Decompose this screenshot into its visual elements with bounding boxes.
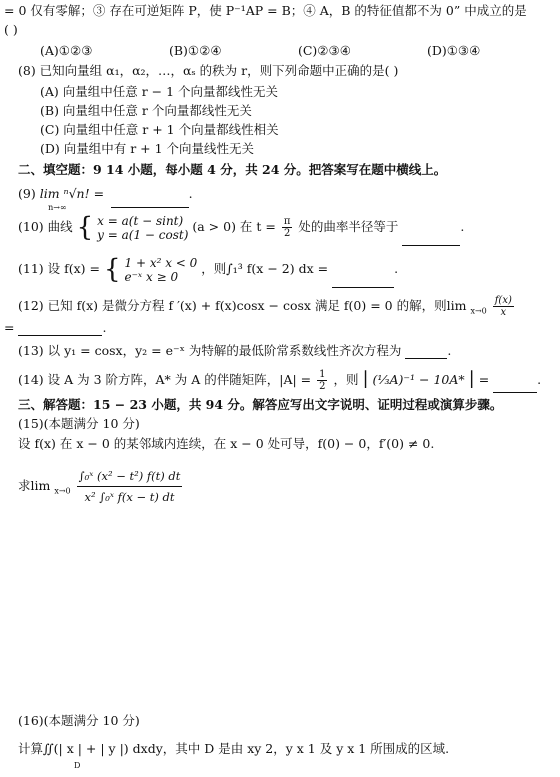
q11-brace: { [103, 254, 121, 285]
q11: (11) 设 f(x) = { 1 + x² x < 0 e⁻ˣ x ≥ 0 ，则∫₁³ f(x − 2) dx = . [18, 250, 560, 288]
q9-label: (9) [18, 186, 36, 201]
q10-system [97, 214, 188, 242]
q14: (14) 设 A 为 3 阶方阵，A* 为 A 的伴随矩阵，|A| = $\frac{1}{2}$ ，则 | (⅓A)⁻¹ − 10A* | = . [18, 368, 542, 392]
q15-body: 设 f(x) 在 x − 0 的某邻域内连续，在 x − 0 处可导，f(0) − 0，f′(0) ≠ 0. [18, 436, 435, 451]
q9-answer-blank [111, 195, 189, 208]
section3-title: 三、解答题：15 − 23 小题，共 94 分。解答应写出文字说明、证明过程或演算步骤。 [18, 397, 503, 412]
q11-tail: ，则∫₁³ f(x − 2) dx = [201, 261, 329, 276]
q16-text: 计算∬(| x | + | y |) dxdy，其中 D 是由 xy 2，y x 1 及 y x 1 所围成的区域. [18, 741, 450, 756]
q11-label: (11) 设 f(x) = [18, 261, 100, 276]
q14-abs-left: | [362, 368, 369, 389]
q12-sub: x→0 [470, 306, 487, 316]
q12-equals: = [4, 320, 15, 335]
q10-tail: 处的曲率半径等于 [298, 219, 399, 234]
q9-expr: lim ⁿ√n! = [39, 186, 105, 201]
q11-cases [125, 256, 198, 284]
q16-head: (16)(本题满分 10 分) [18, 713, 140, 728]
q14-num: 1 [319, 369, 326, 380]
q10: (10) 曲线 { x = a(t − sint) y = a(1 − cost) (a > 0) 在 t = $\frac{\pi}{2}$ 处的曲率半径等于 . [18, 208, 560, 246]
q14-fraction [317, 369, 327, 392]
q16-domain-sub: D [74, 761, 81, 770]
q14-tail: = [478, 372, 490, 387]
q13-text: (13) 以 y₁ = cosx，y₂ = e⁻ˣ 为特解的最低阶常系数线性齐次方程为 [18, 343, 402, 358]
q7-option-d: (D)①③④ [426, 43, 481, 58]
q10-fraction [282, 216, 293, 239]
q12-fraction [493, 295, 514, 318]
q15-head: (15)(本题满分 10 分) [18, 416, 140, 431]
q11-answer-blank [332, 275, 394, 288]
q15-num: ∫₀ˣ (x² − t²) f(t) dt [77, 466, 183, 487]
q8-option-c: (C) 向量组中任意 r + 1 个向量都线性相关 [40, 122, 279, 137]
q15-den: x² ∫₀ˣ f(x − t) dt [84, 490, 175, 504]
q10-y: y = a(1 − cost) [97, 227, 189, 242]
q10-num: π [283, 216, 291, 227]
q12-continued: = . [4, 320, 107, 335]
q14-abs-right: | [468, 368, 475, 389]
q12-text: (12) 已知 f(x) 是微分方程 f ′(x) + f(x)cosx − cosx 满足 f(0) = 0 的解，则lim [18, 298, 467, 313]
q14-expr: (⅓A)⁻¹ − 10A* [372, 372, 465, 387]
q16-body [18, 738, 560, 760]
q15-limit [18, 462, 560, 516]
q10-cond: (a > 0) 在 t = [192, 219, 276, 234]
q12-den: x [500, 307, 507, 318]
q7-option-b: (B)①②④ [168, 43, 222, 58]
q15-ask: 求lim [18, 478, 51, 493]
q7-options [40, 43, 560, 59]
q10-answer-blank [402, 233, 460, 246]
q14-text: (14) 设 A 为 3 阶方阵，A* 为 A 的伴随矩阵，|A| = [18, 372, 316, 387]
q8-option-d: (D) 向量组中有 r + 1 个向量线性无关 [40, 141, 255, 156]
q10-brace: { [76, 212, 94, 243]
q10-den: 2 [283, 228, 291, 239]
q12-num: f(x) [494, 295, 512, 306]
q15-sub: x→0 [54, 486, 71, 496]
q14-mid: ，则 [333, 372, 359, 387]
q11-case1: 1 + x² x < 0 [124, 255, 198, 270]
q10-x: x = a(t − sint) [97, 213, 184, 228]
q7-answer-bracket: ( ) [4, 22, 18, 37]
q7-option-c: (C)②③④ [297, 43, 351, 58]
q15-fraction [77, 466, 183, 507]
q11-case2: e⁻ˣ x ≥ 0 [124, 269, 179, 284]
q14-den: 2 [319, 381, 326, 392]
q8-stem: (8) 已知向量组 α₁，α₂，…，αₛ 的秩为 r，则下列命题中正确的是( ) [18, 63, 399, 78]
q8-option-a: (A) 向量组中任意 r − 1 个向量都线性无关 [40, 84, 279, 99]
q10-label: (10) 曲线 [18, 219, 73, 234]
q9-sub: n→∞ [48, 202, 67, 212]
q7-continued-text: = 0 仅有零解；③ 存在可逆矩阵 P，使 P⁻¹AP = B；④ A，B 的特征值都不为 0” 中成立的是 [4, 3, 527, 18]
q14-answer-blank [493, 380, 537, 393]
section2-title: 二、填空题：9 14 小题，每小题 4 分，共 24 分。把答案写在题中横线上。 [18, 162, 447, 177]
q7-option-a: (A)①②③ [40, 43, 93, 58]
q13-answer-blank [405, 346, 447, 359]
q8-option-b: (B) 向量组中任意 r 个向量都线性无关 [40, 103, 252, 118]
q9: (9) lim ⁿ√n! = $_{n\to\infty}$ . [18, 186, 193, 212]
q13: (13) 以 y₁ = cosx，y₂ = e⁻ˣ 为特解的最低阶常系数线性齐次方程为 . [18, 343, 452, 358]
q12-answer-blank [18, 323, 102, 336]
